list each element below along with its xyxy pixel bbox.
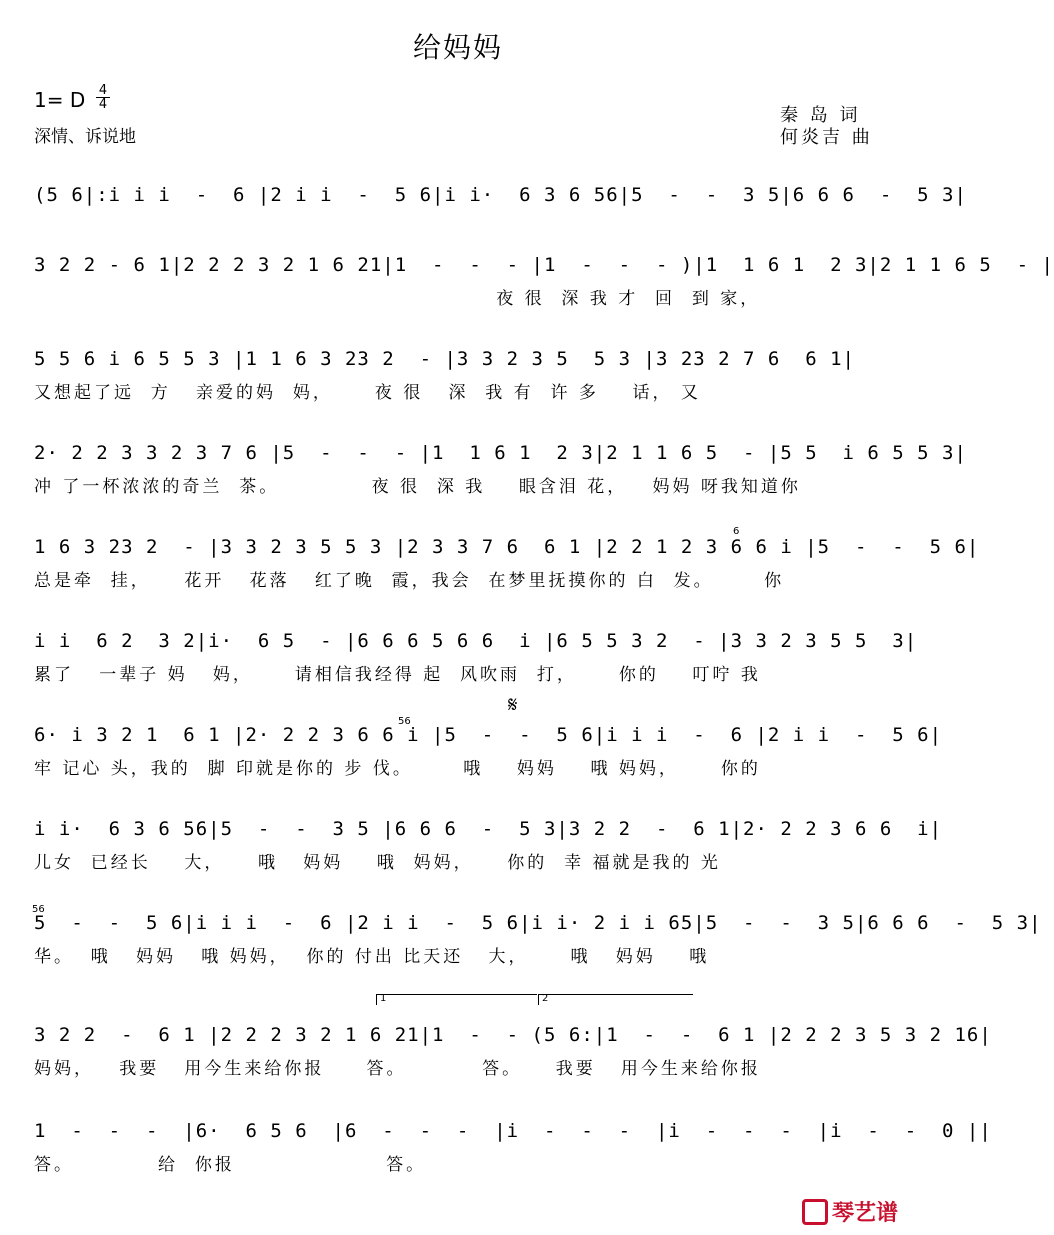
lyricist-credit: 秦 岛 词	[780, 105, 861, 126]
volta-bracket-1	[376, 994, 537, 1005]
notation-line-2: 3 2 2 - 6 1|2 2 2 3 2 1 6 21|1 - - - |1 - - - )|1 1 6 1 2 3|2 1 1 6 5 - |	[34, 254, 1054, 276]
notation-line-6: i i 6 2 3 2|i· 6 5 - |6 6 6 5 6 6 i |6 5 5 3 2 - |3 3 2 3 5 5 3|	[34, 630, 918, 652]
site-logo	[802, 1196, 898, 1227]
notation-line-5: 1 6 3 23 2 - |3 3 2 3 5 5 3 |2 3 3 7 6 6 1 |2 2 1 2 3 6 6 i |5 - - 5 6|	[34, 536, 980, 558]
notation-line-7: 6· i 3 2 1 6 1 |2· 2 2 3 6 6 i |5 - - 5 6|i i i - 6 |2 i i - 5 6|	[34, 724, 943, 746]
grace-note-1: 6	[733, 526, 740, 537]
logo-text: 琴艺谱	[832, 1201, 899, 1226]
volta-bracket-2	[538, 994, 693, 1005]
notation-line-1: (5 6|:i i i - 6 |2 i i - 5 6|i i· 6 3 6 56|5 - - 3 5|6 6 6 - 5 3|	[34, 184, 967, 206]
lyrics-line-7: 牢 记心 头，我的 脚 印就是你的 步 伐。 哦 妈妈 哦 妈妈， 你的	[34, 759, 761, 779]
volta-1-label: 1	[380, 993, 387, 1004]
lyrics-line-10: 妈妈， 我要 用今生来给你报 答。 答。 我要 用今生来给你报	[34, 1059, 761, 1079]
composer-credit: 何炎吉 曲	[780, 127, 873, 148]
notation-line-9: 5 - - 5 6|i i i - 6 |2 i i - 5 6|i i· 2 i i 65|5 - - 3 5|6 6 6 - 5 3|	[34, 912, 1042, 934]
meter-bottom: 4	[98, 97, 108, 112]
notation-line-10: 3 2 2 - 6 1 |2 2 2 3 2 1 6 21|1 - - (5 6:|1 - - 6 1 |2 2 2 3 5 3 2 16|	[34, 1024, 992, 1046]
logo-icon	[802, 1199, 828, 1225]
lyrics-line-2: 夜 很 深 我 才 回 到 家，	[34, 289, 761, 309]
lyrics-line-4: 冲 了一杯浓浓的奇兰 茶。 夜 很 深 我 眼含泪 花， 妈妈 呀我知道你	[34, 477, 801, 497]
volta-2-label: 2	[542, 993, 549, 1004]
lyrics-line-11: 答。 给 你报 答。	[34, 1155, 427, 1175]
segno-sign: 𝄋	[508, 693, 518, 718]
lyrics-line-5: 总是牵 挂， 花开 花落 红了晚 霞，我会 在梦里抚摸你的 白 发。 你	[34, 571, 785, 591]
lyrics-line-9: 华。 哦 妈妈 哦 妈妈， 你的 付出 比天还 大， 哦 妈妈 哦	[34, 947, 710, 967]
notation-line-4: 2· 2 2 3 3 2 3 7 6 |5 - - - |1 1 6 1 2 3|2 1 1 6 5 - |5 5 i 6 5 5 3|	[34, 442, 967, 464]
lyrics-line-6: 累了 一辈子 妈 妈， 请相信我经得 起 风吹雨 打， 你的 叮咛 我	[34, 665, 761, 685]
page-title: 给妈妈	[412, 31, 503, 64]
key-signature: 1= D	[34, 88, 86, 112]
lyrics-line-3: 又想起了远 方 亲爱的妈 妈， 夜 很 深 我 有 许 多 话， 又	[34, 383, 701, 403]
time-signature	[96, 84, 110, 111]
notation-line-8: i i· 6 3 6 56|5 - - 3 5 |6 6 6 - 5 3|3 2 2 - 6 1|2· 2 2 3 6 6 i|	[34, 818, 943, 840]
grace-note-2: 56	[398, 716, 411, 727]
notation-line-11: 1 - - - |6· 6 5 6 |6 - - - |i - - - |i - - - |i - - 0 ||	[34, 1120, 992, 1142]
grace-note-3: 56	[32, 904, 45, 915]
tempo-marking: 深情、诉说地	[34, 127, 136, 147]
lyrics-line-8: 儿女 已经长 大， 哦 妈妈 哦 妈妈， 你的 幸 福就是我的 光	[34, 853, 721, 873]
meter-top: 4	[96, 84, 110, 98]
notation-line-3: 5 5 6 i 6 5 5 3 |1 1 6 3 23 2 - |3 3 2 3 5 5 3 |3 23 2 7 6 6 1|	[34, 348, 855, 370]
